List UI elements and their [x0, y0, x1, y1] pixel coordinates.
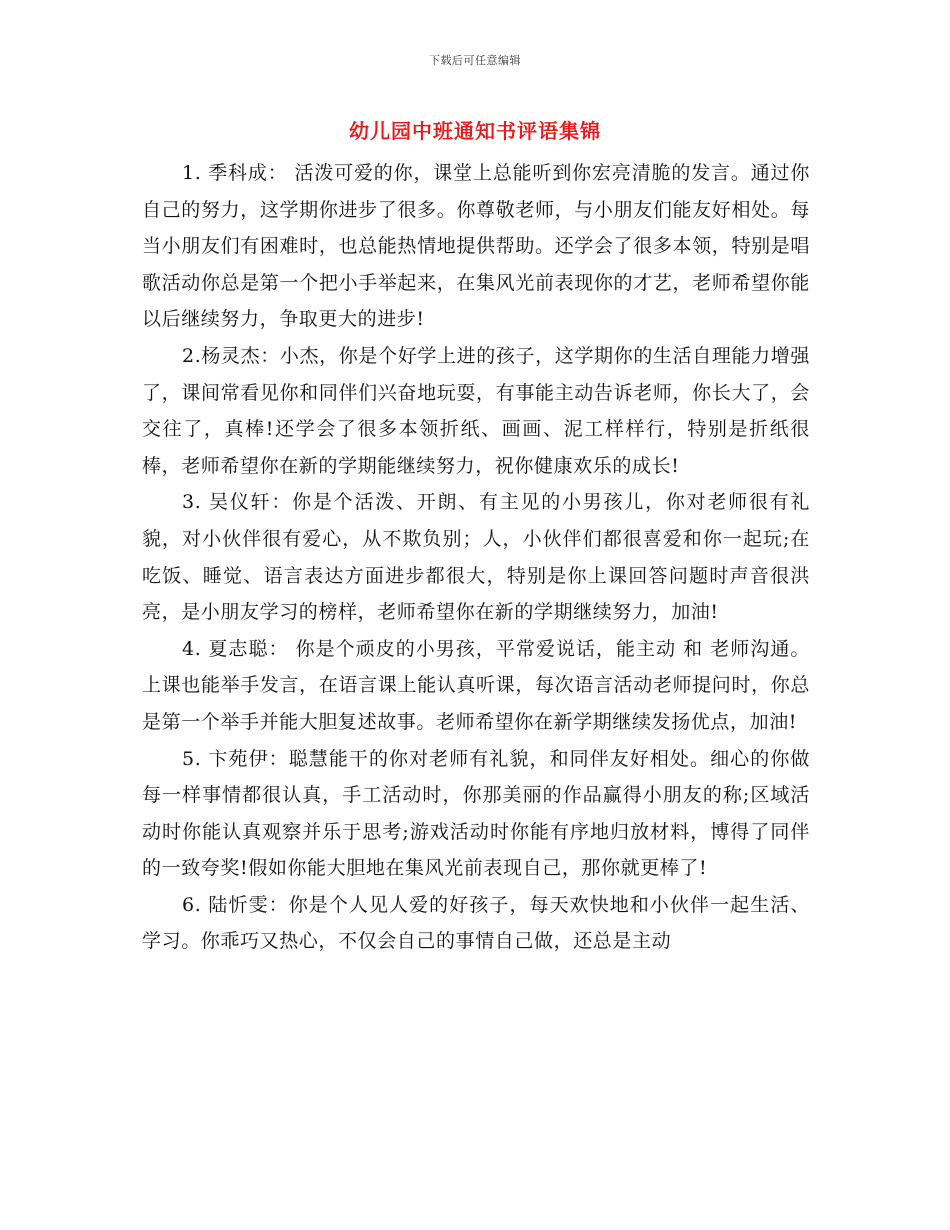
- comment-paragraph-2: 2.杨灵杰：小杰，你是个好学上进的孩子，这学期你的生活自理能力增强了，课间常看见你和同伴们兴奋地玩耍，有事能主动告诉老师，你长大了，会交往了，真棒!还学会了很多本领折纸、画画、泥工样样行，特别是折纸很棒，老师希望你在新的学期能继续努力，祝你健康欢乐的成长!: [142, 344, 810, 477]
- document-title: 幼儿园中班通知书评语集锦: [349, 119, 601, 143]
- document-body: [142, 155, 810, 960]
- comment-paragraph-4: 4. 夏志聪： 你是个顽皮的小男孩，平常爱说话，能主动 和 老师沟通。上课也能举手发言，在语言课上能认真听课，每次语言活动老师提问时，你总是第一个举手并能大胆复述故事。老师希望你在新学期继续发扬优点，加油!: [142, 637, 810, 733]
- comment-paragraph-3: 3. 吴仪轩：你是个活泼、开朗、有主见的小男孩儿，你对老师很有礼貌，对小伙伴很有爱心，从不欺负别；人，小伙伴们都很喜爱和你一起玩;在吃饭、睡觉、语言表达方面进步都很大，特别是你上课回答问题时声音很洪亮，是小朋友学习的榜样，老师希望你在新的学期继续努力，加油!: [142, 491, 810, 624]
- comment-paragraph-6: 6. 陆忻雯：你是个人见人爱的好孩子，每天欢快地和小伙伴一起生活、学习。你乖巧又热心，不仅会自己的事情自己做，还总是主动: [142, 893, 810, 953]
- comment-paragraph-1: 1. 季科成： 活泼可爱的你，课堂上总能听到你宏亮清脆的发言。通过你自己的努力，这学期你进步了很多。你尊敬老师，与小朋友们能友好相处。每当小朋友们有困难时，也总能热情地提供帮助。还学会了很多本领，特别是唱歌活动你总是第一个把小手举起来，在集风光前表现你的才艺，老师希望你能以后继续努力，争取更大的进步!: [142, 162, 810, 331]
- page-header: 下载后可任意编辑: [429, 54, 521, 67]
- comment-paragraph-5: 5. 卞苑伊：聪慧能干的你对老师有礼貌，和同伴友好相处。细心的你做每一样事情都很认真，手工活动时，你那美丽的作品赢得小朋友的称;区域活动时你能认真观察并乐于思考;游戏活动时你能有序地归放材料，博得了同伴的一致夸奖!假如你能大胆地在集风光前表现自己，那你就更棒了!: [142, 747, 810, 880]
